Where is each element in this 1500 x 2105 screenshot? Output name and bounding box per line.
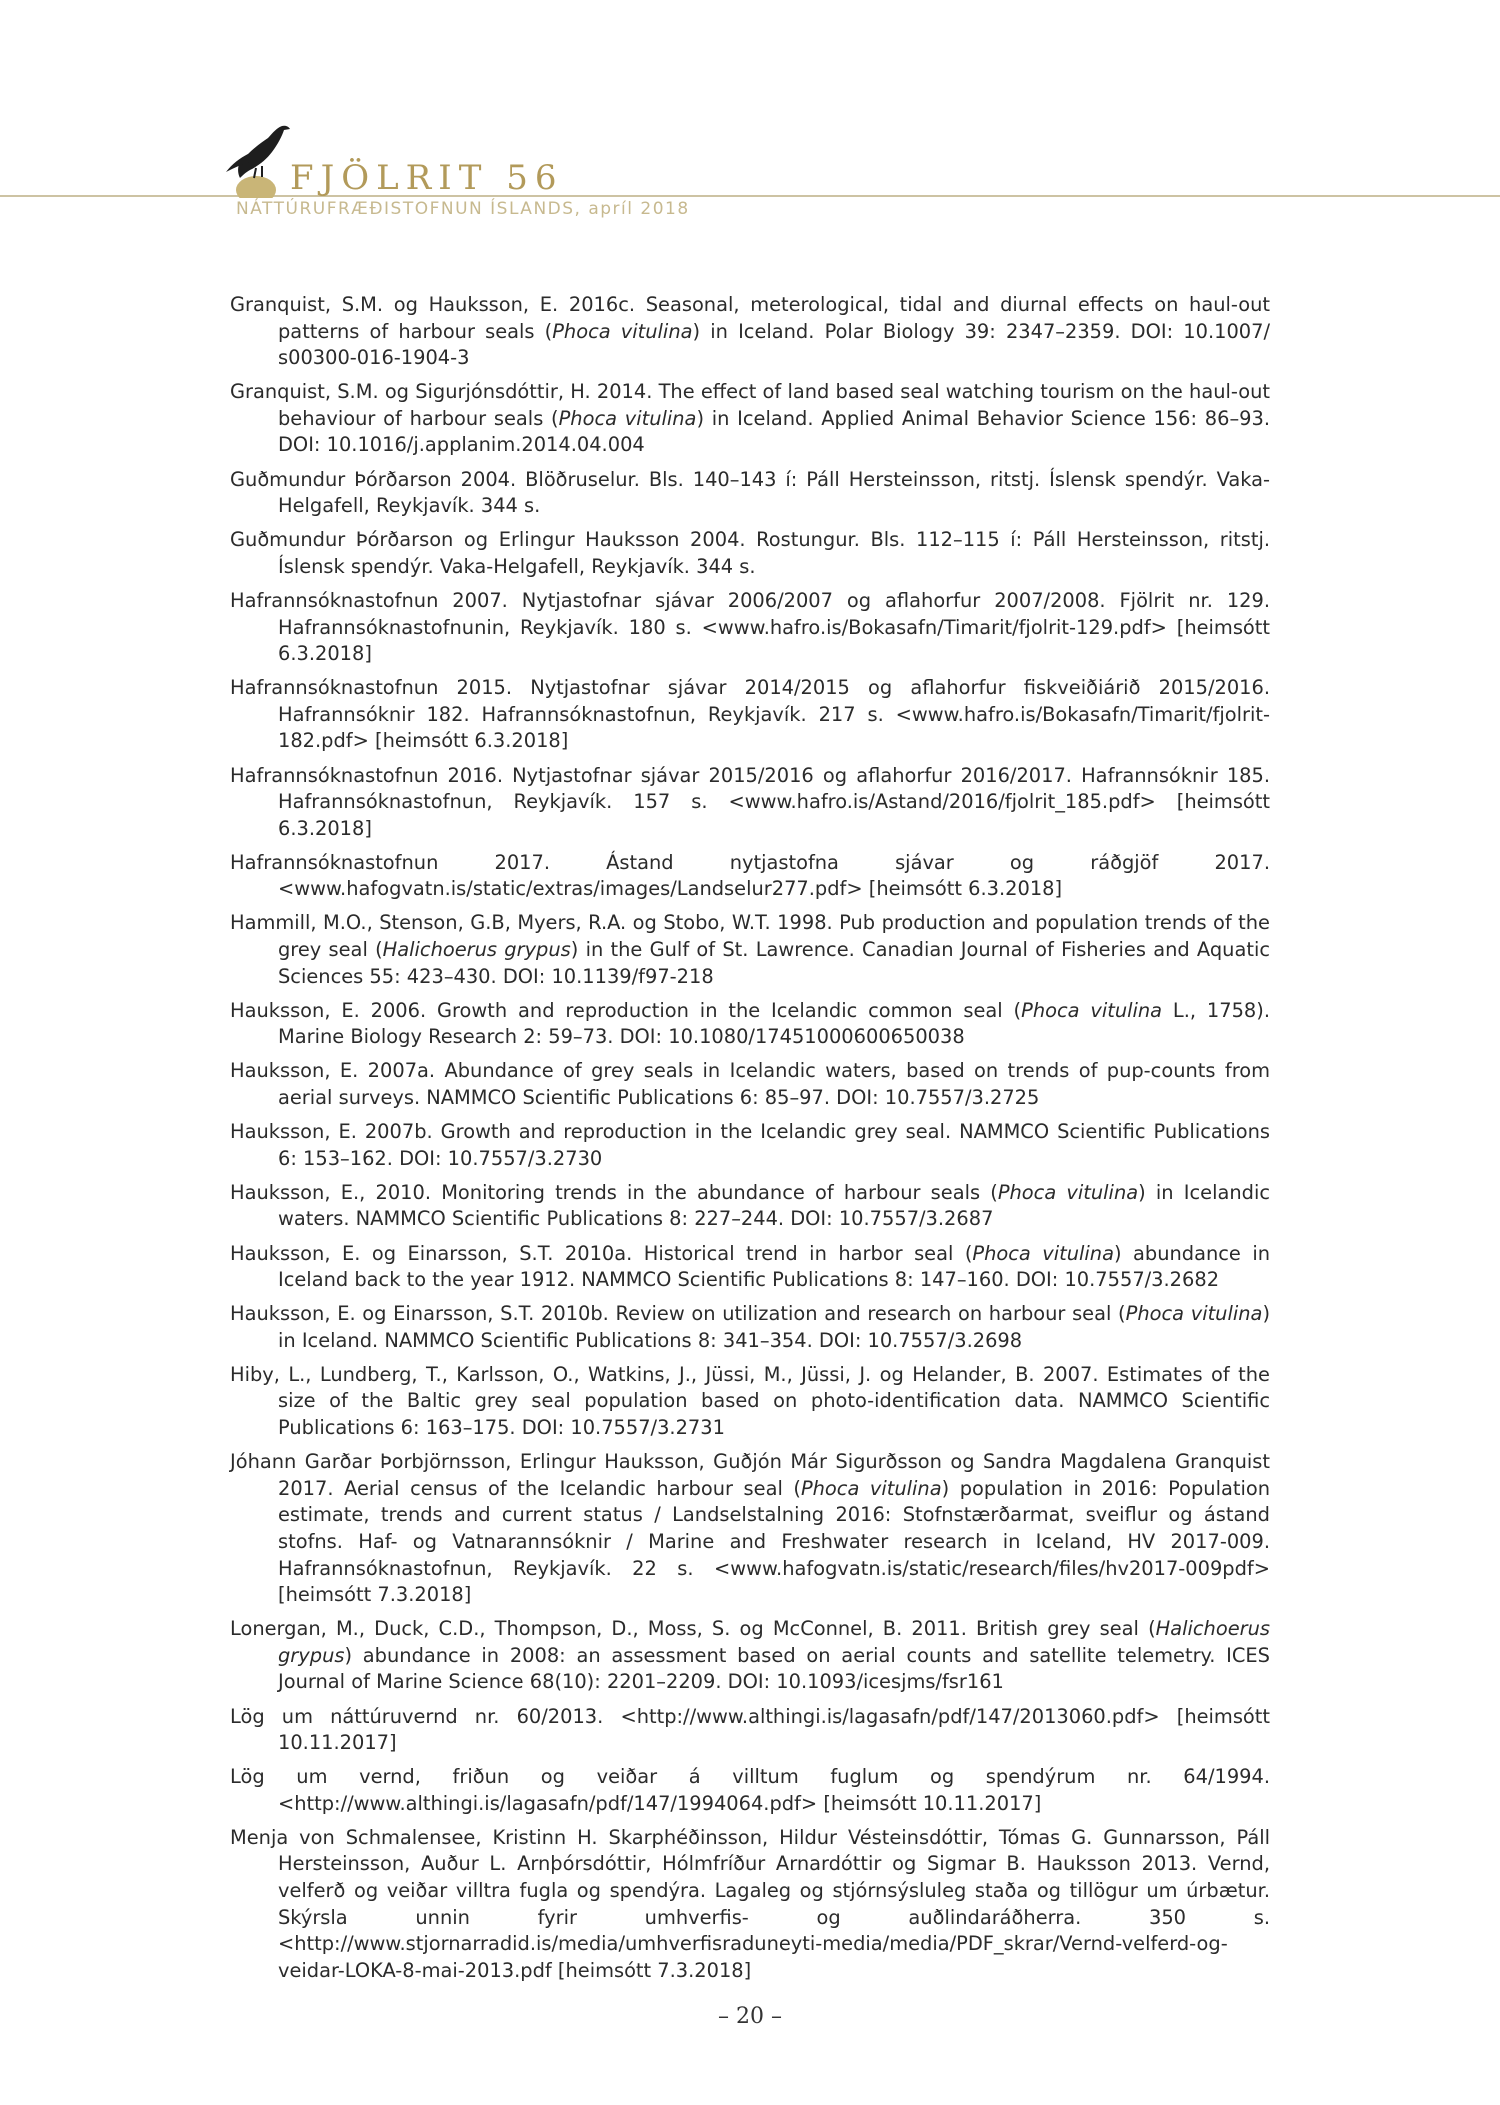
reference-entry (230, 910, 1270, 990)
reference-entry (230, 1362, 1270, 1442)
reference-text: Hiby, L., Lundberg, T., Karlsson, O., Watkins, J., Jüssi, M., Jüssi, J. og Helander, B. 2007. Estimates of the size of the Baltic grey seal population based on photo-identification data. NAMMCO Scientific Publications 6: 163–175. DOI: 10.7557/3.2731 (230, 1362, 1270, 1440)
reference-text: Hafrannsóknastofnun 2007. Nytjastofnar sjávar 2006/2007 og aflahorfur 2007/2008. Fjölrit nr. 129. Hafrannsóknastofnunin, Reykjavík. 180 s. <www.hafro.is/Bokasafn/Timarit/fjolrit-129.pdf> [heimsótt 6.3.2018] (230, 588, 1270, 666)
reference-text: Granquist, S.M. og Sigurjónsdóttir, H. 2014. The effect of land based seal watching tourism on the haul-out behaviour of harbour seals ( (230, 380, 1270, 430)
reference-text: ) in the Gulf of St. Lawrence. Canadian Journal of Fisheries and Aquatic Sciences 55: 423–430. DOI: 10.1139/f97-218 (278, 938, 1270, 988)
reference-entry (230, 1616, 1270, 1696)
reference-text: Hafrannsóknastofnun 2016. Nytjastofnar sjávar 2015/2016 og aflahorfur 2016/2017. Hafrannsóknir 185. Hafrannsóknastofnun, Reykjavík. 157 s. <www.hafro.is/Astand/2016/fjolrit_185.pdf> [heimsótt 6.3.2018] (230, 763, 1270, 840)
reference-entry (230, 379, 1270, 459)
reference-entry (230, 998, 1270, 1051)
reference-text: Guðmundur Þórðarson og Erlingur Hauksson 2004. Rostungur. Bls. 112–115 í: Páll Hersteinsson, ritstj. Íslensk spendýr. Vaka-Helgafell, Reykjavík. 344 s. (230, 528, 1270, 578)
series-title: FJÖLRIT 56 (290, 158, 564, 198)
reference-text: ) abundance in 2008: an assessment based on aerial counts and satellite telemetry. ICES Journal of Marine Science 68(10): 2201–2209. DOI: 10.1093/icesjms/fsr161 (278, 1643, 1270, 1694)
reference-entry (230, 467, 1270, 520)
reference-entry (230, 292, 1270, 372)
reference-entry (230, 1241, 1270, 1294)
reference-entry (230, 850, 1270, 903)
reference-text: Lög um vernd, friðun og veiðar á villtum fuglum og spendýrum nr. 64/1994. <http://www.althingi.is/lagasafn/pdf/147/1994064.pdf> [heimsótt 10.11.2017] (230, 1765, 1270, 1815)
reference-text: Guðmundur Þórðarson 2004. Blöðruselur. Bls. 140–143 í: Páll Hersteinsson, ritstj. Íslensk spendýr. Vaka-Helgafell, Reykjavík. 344 s. (230, 467, 1270, 518)
reference-text: ) in Icelandic waters. NAMMCO Scientific Publications 8: 227–244. DOI: 10.7557/3.2687 (278, 1180, 1270, 1231)
publisher-line: NÁTTÚRUFRÆÐISTOFNUN ÍSLANDS, apríl 2018 (236, 199, 690, 219)
reference-text: Hauksson, E. 2006. Growth and reproduction in the Icelandic common seal ( (230, 998, 1022, 1022)
reference-text: Hauksson, E. og Einarsson, S.T. 2010a. Historical trend in harbor seal ( (230, 1241, 973, 1265)
reference-entry (230, 763, 1270, 843)
reference-text: Jóhann Garðar Þorbjörnsson, Erlingur Hauksson, Guðjón Már Sigurðsson og Sandra Magdalena Granquist 2017. Aerial census of the Icelandic harbour seal ( (230, 1450, 1270, 1500)
reference-text: Hafrannsóknastofnun 2015. Nytjastofnar sjávar 2014/2015 og aflahorfur fiskveiðiárið 2015/2016. Hafrannsóknir 182. Hafrannsóknastofnun, Reykjavík. 217 s. <www.hafro.is/Bokasafn/Timarit/fjolrit-182.pdf> [heimsótt 6.3.2018] (230, 676, 1270, 753)
reference-text: Hauksson, E. og Einarsson, S.T. 2010b. Review on utilization and research on harbour seal ( (230, 1302, 1126, 1326)
species-name: Phoca vitulina (972, 1241, 1114, 1265)
reference-list (230, 292, 1270, 1992)
reference-entry (230, 1764, 1270, 1817)
species-name: Halichoerus grypus (278, 1617, 1270, 1667)
species-name: Phoca vitulina (558, 406, 697, 430)
species-name: Phoca vitulina (800, 1476, 942, 1500)
reference-text: ) in Iceland. Polar Biology 39: 2347–2359. DOI: 10.1007/ s00300-016-1904-3 (278, 319, 1270, 370)
species-name: Halichoerus grypus (382, 938, 571, 962)
species-name: Phoca vitulina (997, 1180, 1139, 1204)
reference-text: Hammill, M.O., Stenson, G.B, Myers, R.A. og Stobo, W.T. 1998. Pub production and population trends of the grey seal ( (230, 911, 1270, 962)
reference-text: Hauksson, E. 2007a. Abundance of grey seals in Icelandic waters, based on trends of pup-counts from aerial surveys. NAMMCO Scientific Publications 6: 85–97. DOI: 10.7557/3.2725 (230, 1059, 1270, 1110)
reference-text: Menja von Schmalensee, Kristinn H. Skarphéðinsson, Hildur Vésteinsdóttir, Tómas G. Gunnarsson, Páll Hersteinsson, Auður L. Arnþórsdóttir, Hólmfríður Arnardóttir og Sigmar B. Hauksson 2013. Vernd, velferð og veiðar villtra fugla og spendýra. Lagaleg og stjórnsýsluleg staða og tillögur um úrbætur. Skýrsla unnin fyrir umhverfis- og auðlindaráðherra. 350 s. <http://www.stjornarradid.is/media/umhverfisraduneyti-media/media/PDF_skrar/Vernd-velferd-og-veidar-LOKA-8-mai-2013.pdf [heimsótt 7.3.2018] (230, 1825, 1270, 1982)
reference-text: Hafrannsóknastofnun 2017. Ástand nytjastofna sjávar og ráðgjöf 2017. <www.hafogvatn.is/static/extras/images/Landselur277.pdf> [heimsótt 6.3.2018] (230, 850, 1270, 901)
reference-entry (230, 1825, 1270, 1985)
reference-entry (230, 1058, 1270, 1111)
page-header (0, 0, 1500, 230)
reference-entry (230, 527, 1270, 580)
reference-text: ) population in 2016: Population estimate, trends and current status / Landselstalning 2016: Stofnstærðarmat, sveiflur og ástand stofns. Haf- og Vatnarannsóknir / Marine and Freshwater research in Iceland, HV 2017-009. Hafrannsóknastofnun, Reykjavík. 22 s. <www.hafogvatn.is/static/research/files/hv2017-009pdf> [heimsótt 7.3.2018] (278, 1476, 1270, 1607)
reference-text: ) in Iceland. Applied Animal Behavior Science 156: 86–93. DOI: 10.1016/j.applanim.2014.04.004 (278, 406, 1270, 457)
reference-entry (230, 1119, 1270, 1172)
reference-text: ) abundance in Iceland back to the year 1912. NAMMCO Scientific Publications 8: 147–160. DOI: 10.7557/3.2682 (278, 1241, 1270, 1292)
reference-entry (230, 675, 1270, 755)
reference-entry (230, 1180, 1270, 1233)
reference-text: L., 1758). Marine Biology Research 2: 59–73. DOI: 10.1080/17451000600650038 (278, 998, 1270, 1049)
reference-entry (230, 1704, 1270, 1757)
species-name: Phoca vitulina (1021, 998, 1163, 1022)
reference-text: ) in Iceland. NAMMCO Scientific Publications 8: 341–354. DOI: 10.7557/3.2698 (278, 1302, 1271, 1352)
reference-text: Hauksson, E. 2007b. Growth and reproduction in the Icelandic grey seal. NAMMCO Scientific Publications 6: 153–162. DOI: 10.7557/3.2730 (230, 1120, 1270, 1170)
reference-text: Lög um náttúruvernd nr. 60/2013. <http://www.althingi.is/lagasafn/pdf/147/2013060.pdf> [heimsótt 10.11.2017] (230, 1704, 1270, 1755)
page-number: – 20 – (718, 2004, 782, 2029)
reference-entry (230, 1301, 1270, 1354)
species-name: Phoca vitulina (1125, 1302, 1263, 1326)
raven-on-rock-icon (222, 118, 292, 198)
reference-entry (230, 1449, 1270, 1609)
reference-text: Lonergan, M., Duck, C.D., Thompson, D., Moss, S. og McConnel, B. 2011. British grey seal ( (230, 1617, 1156, 1641)
reference-entry (230, 588, 1270, 668)
reference-text: Hauksson, E., 2010. Monitoring trends in the abundance of harbour seals ( (230, 1180, 998, 1204)
reference-text: Granquist, S.M. og Hauksson, E. 2016c. Seasonal, meterological, tidal and diurnal effects on haul-out patterns of harbour seals ( (230, 293, 1270, 343)
species-name: Phoca vitulina (552, 319, 693, 343)
